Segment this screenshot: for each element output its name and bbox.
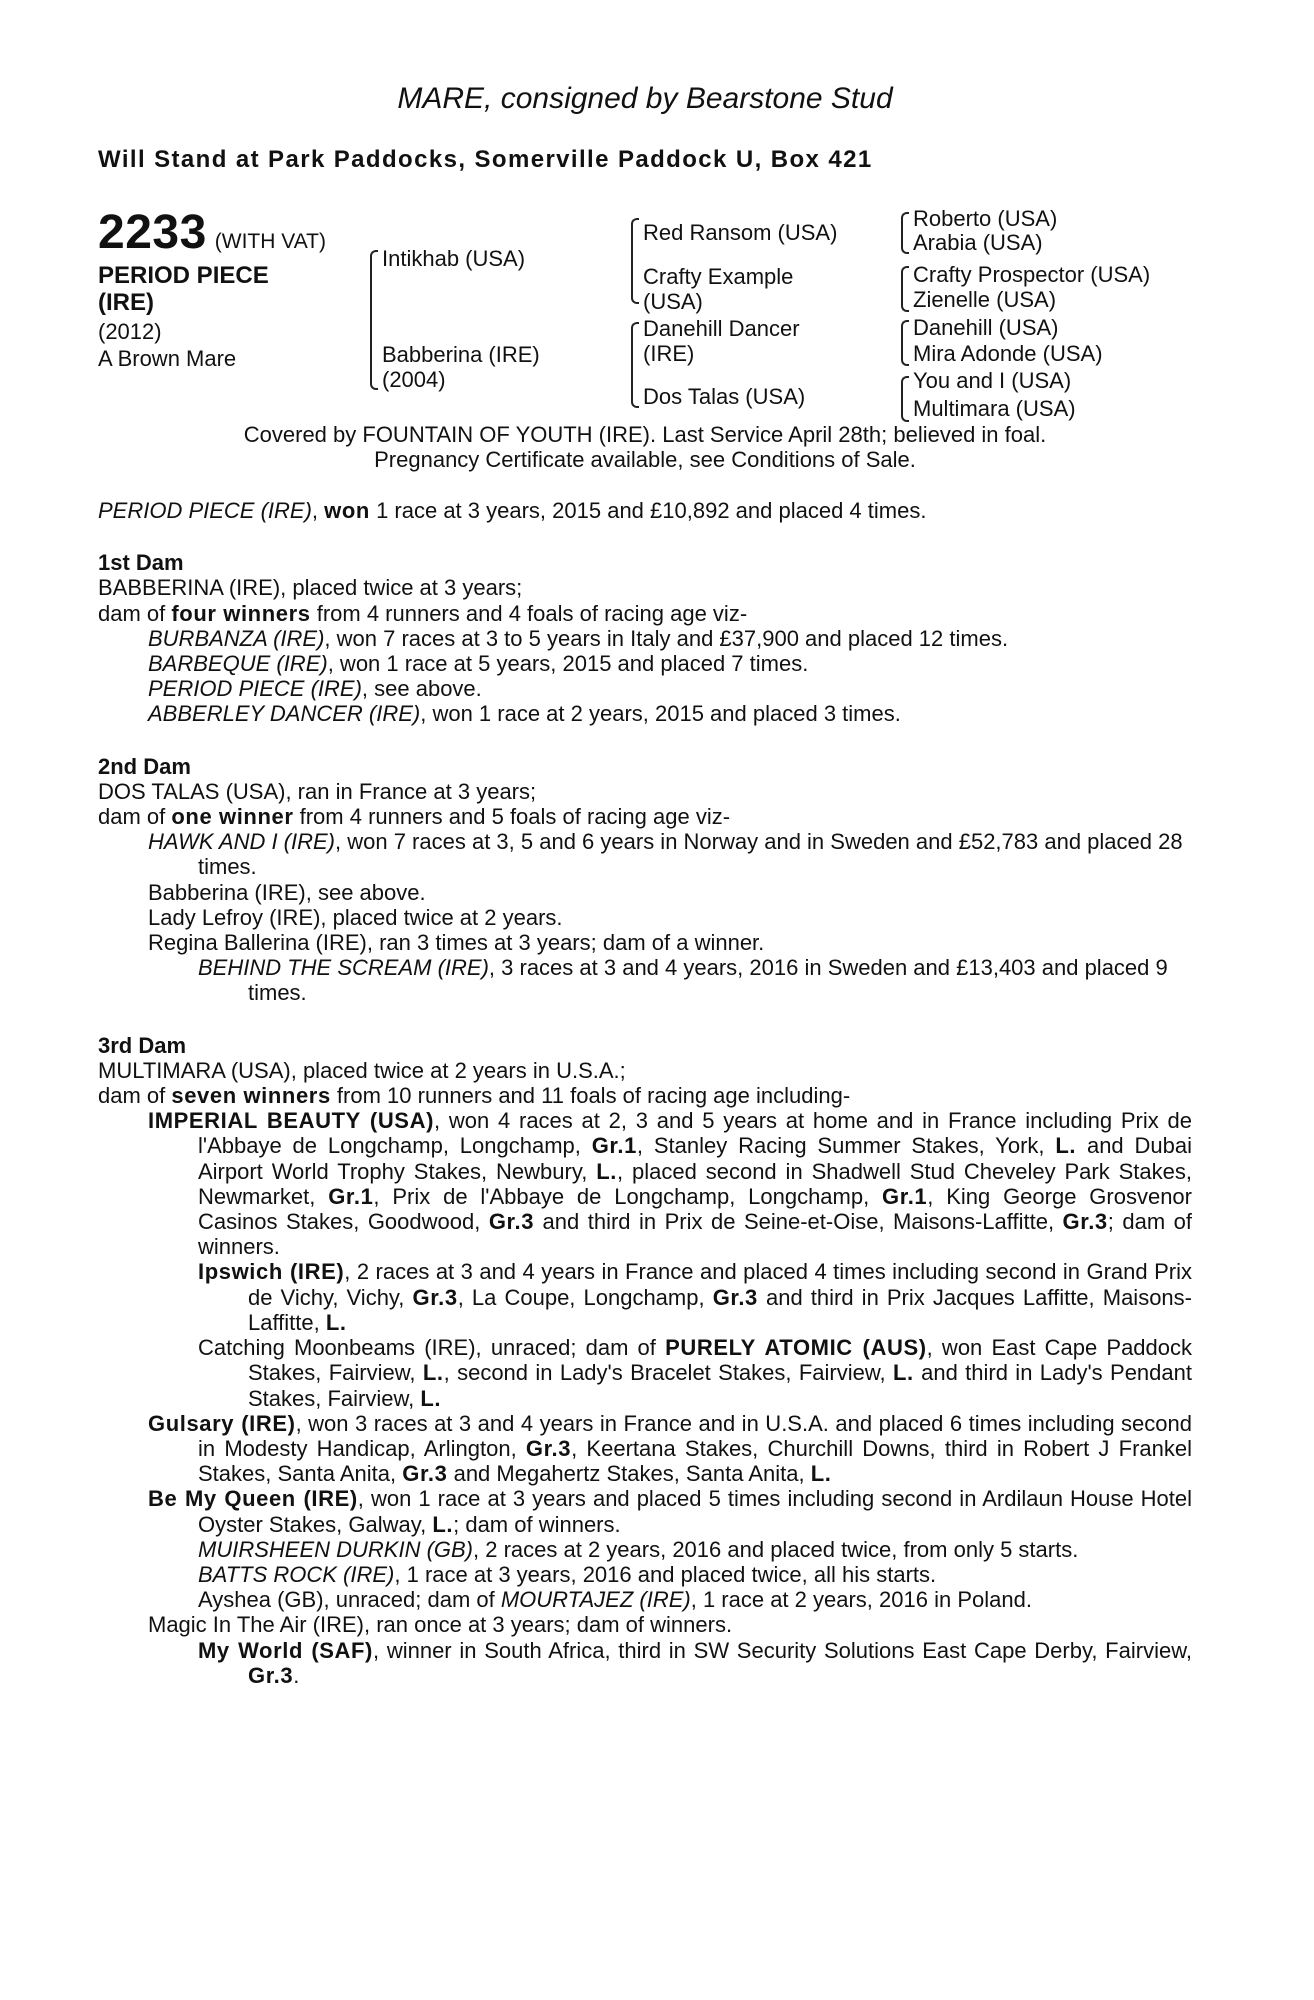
pedigree-dam bbox=[382, 342, 540, 392]
lot-name-line2: (IRE) bbox=[98, 289, 154, 316]
produce-rest: , won 7 races at 3 to 5 years in Italy and £37,900 and placed 12 times. bbox=[324, 625, 1009, 651]
dam-of-post: from 4 runners and 4 foals of racing age viz- bbox=[310, 600, 748, 626]
produce-rest: , 1 race at 3 years, 2016 and placed twice, all his starts. bbox=[394, 1561, 937, 1587]
pedigree-sss: Roberto (USA) bbox=[913, 206, 1058, 231]
pedigree-ds-line2: (IRE) bbox=[643, 341, 695, 366]
pedigree-brace-ss bbox=[901, 212, 909, 254]
produce-name: BURBANZA (IRE) bbox=[148, 625, 325, 651]
covered-line2: Pregnancy Certificate available, see Conditions of Sale. bbox=[374, 447, 916, 472]
pedigree-ssd: Arabia (USA) bbox=[913, 230, 1043, 255]
pedigree-sire: Intikhab (USA) bbox=[382, 246, 526, 271]
pedigree-dsd: Mira Adonde (USA) bbox=[913, 341, 1103, 366]
pedigree-sd bbox=[643, 264, 793, 314]
stand-location: Will Stand at Park Paddocks, Somerville Paddock U, Box 421 bbox=[98, 146, 873, 173]
pedigree-ds-line1: Danehill Dancer bbox=[643, 316, 800, 341]
produce-item bbox=[98, 1259, 1192, 1335]
pedigree-dam-year: (2004) bbox=[382, 367, 446, 392]
pedigree-ss: Red Ransom (USA) bbox=[643, 220, 838, 245]
summary-won: won bbox=[324, 498, 370, 523]
pedigree-brace-dd bbox=[901, 376, 909, 422]
produce-text: . bbox=[293, 1662, 300, 1688]
lot-summary: PERIOD PIECE (IRE), won 1 race at 3 years, 2015 and £10,892 and placed 4 times. bbox=[98, 498, 927, 523]
lot-description: A Brown Mare bbox=[98, 346, 237, 371]
produce-text: ; dam of winners. bbox=[453, 1511, 621, 1537]
produce-item bbox=[98, 676, 1192, 701]
produce-item bbox=[98, 1486, 1192, 1536]
produce-item: Lady Lefroy (IRE), placed twice at 2 years. bbox=[148, 904, 563, 930]
grade-label: Gr.1 bbox=[328, 1183, 374, 1209]
grade-label: Gr.1 bbox=[882, 1183, 928, 1209]
produce-name: PERIOD PIECE (IRE) bbox=[148, 676, 362, 702]
produce-text: and third in Prix de Seine-et-Oise, Maisons-Laffitte, bbox=[534, 1209, 1063, 1235]
covered-notice bbox=[98, 422, 1192, 472]
grade-label: Gr.1 bbox=[591, 1133, 637, 1159]
produce-name: HAWK AND I (IRE) bbox=[148, 829, 336, 855]
pedigree-sdd: Zienelle (USA) bbox=[913, 287, 1057, 312]
listed-label: L. bbox=[1055, 1133, 1077, 1159]
first-dam-heading: 1st Dam bbox=[98, 550, 184, 576]
covered-line1: Covered by FOUNTAIN OF YOUTH (IRE). Last Service April 28th; believed in foal. bbox=[243, 422, 1047, 447]
produce-rest: , won 1 race at 5 years, 2015 and placed 7 times. bbox=[327, 651, 809, 677]
produce-text: and third in Lady's Pendant Stakes, Fairview, bbox=[248, 1360, 1192, 1411]
pedigree-brace-sd bbox=[901, 266, 909, 312]
pedigree-sd-line2: (USA) bbox=[643, 289, 703, 314]
catalogue-body bbox=[98, 498, 1192, 1688]
dam-of-post: from 4 runners and 5 foals of racing age viz- bbox=[293, 804, 731, 830]
produce-name: Gulsary (IRE) bbox=[148, 1410, 296, 1436]
pedigree-sds: Crafty Prospector (USA) bbox=[913, 262, 1151, 287]
produce-text: , King George Grosvenor Casinos Stakes, Goodwood, bbox=[198, 1183, 1192, 1235]
produce-item: Regina Ballerina (IRE), ran 3 times at 3 years; dam of a winner. bbox=[148, 930, 765, 956]
produce-text: , Stanley Racing Summer Stakes, York, bbox=[636, 1133, 1056, 1159]
produce-name: IMPERIAL BEAUTY (USA) bbox=[148, 1108, 434, 1134]
produce-item bbox=[98, 1537, 1192, 1562]
produce-item bbox=[98, 955, 1192, 1005]
pedigree-brace-sire bbox=[631, 218, 639, 304]
produce-item bbox=[98, 626, 1192, 651]
produce-text: Ayshea (GB), unraced; dam of bbox=[198, 1587, 501, 1613]
dam-of-pre: dam of bbox=[98, 804, 172, 830]
pedigree-brace-dam bbox=[631, 322, 639, 408]
consignor-line: MARE, consigned by Bearstone Stud bbox=[397, 82, 893, 115]
produce-text: , won 3 races at 3 and 4 years in France and in U.S.A. and placed 6 times including second in Modesty Handicap, Arlington, bbox=[198, 1410, 1192, 1461]
third-dam-line: MULTIMARA (USA), placed twice at 2 years in U.S.A.; bbox=[98, 1057, 626, 1083]
listed-label: L. bbox=[432, 1511, 454, 1537]
second-dam-line: DOS TALAS (USA), ran in France at 3 years; bbox=[98, 778, 537, 804]
vat-note: (WITH VAT) bbox=[214, 230, 326, 253]
grade-label: Gr.3 bbox=[402, 1461, 448, 1487]
pedigree-brace-ds bbox=[901, 320, 909, 366]
produce-name: My World (SAF) bbox=[198, 1637, 373, 1663]
produce-item bbox=[98, 1587, 1192, 1612]
produce-name: PURELY ATOMIC (AUS) bbox=[665, 1335, 927, 1361]
second-dam-of bbox=[98, 804, 1192, 829]
pedigree-sd-line1: Crafty Example bbox=[643, 264, 794, 289]
produce-text: , Keertana Stakes, Churchill Downs, third in Robert J Frankel Stakes, Santa Anita, bbox=[198, 1435, 1192, 1487]
summary-name: PERIOD PIECE (IRE) bbox=[98, 498, 312, 523]
summary-rest: 1 race at 3 years, 2015 and £10,892 and placed 4 times. bbox=[369, 498, 927, 523]
produce-rest: , won 7 races at 3, 5 and 6 years in Norway and in Sweden and £52,783 and placed 28 times. bbox=[198, 829, 1183, 880]
produce-item: Babberina (IRE), see above. bbox=[148, 879, 426, 905]
pedigree-brace-main bbox=[370, 250, 378, 390]
produce-text: , 2 races at 3 and 4 years in France and placed 4 times including second in Grand Prix de Vichy, Vichy, bbox=[248, 1259, 1192, 1310]
dam-of-bold: one winner bbox=[171, 804, 294, 830]
produce-name: BEHIND THE SCREAM (IRE) bbox=[198, 955, 489, 981]
produce-text: , won East Cape Paddock Stakes, Fairview, bbox=[248, 1335, 1193, 1386]
dam-of-pre: dam of bbox=[98, 1083, 172, 1109]
produce-text: , La Coupe, Longchamp, bbox=[457, 1284, 713, 1310]
produce-text: and Megahertz Stakes, Santa Anita, bbox=[447, 1461, 811, 1487]
produce-item bbox=[98, 1411, 1192, 1487]
third-dam-heading: 3rd Dam bbox=[98, 1032, 187, 1058]
grade-label: Gr.3 bbox=[712, 1284, 758, 1310]
produce-rest: , 2 races at 2 years, 2016 and placed twice, from only 5 starts. bbox=[473, 1536, 1079, 1562]
produce-name: MUIRSHEEN DURKIN (GB) bbox=[198, 1536, 474, 1562]
pedigree-dd: Dos Talas (USA) bbox=[643, 384, 806, 409]
listed-label: L. bbox=[325, 1309, 347, 1335]
produce-rest: , see above. bbox=[361, 676, 482, 702]
dam-of-bold: seven winners bbox=[171, 1083, 331, 1109]
pedigree-ddd: Multimara (USA) bbox=[913, 396, 1076, 421]
produce-name: MOURTAJEZ (IRE) bbox=[500, 1587, 691, 1613]
pedigree-dss: Danehill (USA) bbox=[913, 315, 1059, 340]
produce-text: and Dubai Airport World Trophy Stakes, Newbury, bbox=[198, 1133, 1192, 1184]
first-dam-line: BABBERINA (IRE), placed twice at 3 years; bbox=[98, 575, 523, 601]
produce-rest: , 1 race at 2 years, 2016 in Poland. bbox=[690, 1587, 1032, 1613]
produce-item bbox=[98, 1335, 1192, 1411]
pedigree-dam-name: Babberina (IRE) bbox=[382, 342, 540, 367]
produce-name: Ipswich (IRE) bbox=[198, 1259, 345, 1285]
produce-item bbox=[98, 701, 1192, 726]
produce-text: , won 1 race at 3 years and placed 5 times including second in Ardilaun House Hotel Oyster Stakes, Galway, bbox=[198, 1486, 1192, 1537]
produce-text: and third in Prix Jacques Laffitte, Maisons-Laffitte, bbox=[248, 1284, 1192, 1335]
listed-label: L. bbox=[422, 1360, 444, 1386]
third-dam-of bbox=[98, 1083, 1192, 1108]
dam-of-bold: four winners bbox=[171, 600, 311, 626]
lot-number: 2233 bbox=[98, 206, 207, 259]
produce-text: , second in Lady's Bracelet Stakes, Fairview, bbox=[443, 1360, 893, 1386]
listed-label: L. bbox=[596, 1158, 617, 1184]
produce-item bbox=[98, 1562, 1192, 1587]
produce-name: Be My Queen (IRE) bbox=[148, 1486, 358, 1512]
produce-text: , won 4 races at 2, 3 and 5 years at home and in France including Prix de l'Abbaye de Longchamp, Longchamp, bbox=[198, 1108, 1192, 1159]
grade-label: Gr.3 bbox=[248, 1662, 294, 1688]
lot-info bbox=[98, 318, 236, 372]
lot-year: (2012) bbox=[98, 319, 162, 344]
produce-item bbox=[98, 651, 1192, 676]
grade-label: Gr.3 bbox=[488, 1209, 535, 1235]
lot-number-block bbox=[98, 205, 326, 260]
produce-text: , placed second in Shadwell Stud Cheveley Park Stakes, Newmarket, bbox=[198, 1158, 1193, 1209]
first-dam-of bbox=[98, 601, 1192, 626]
produce-text: , winner in South Africa, third in SW Security Solutions East Cape Derby, Fairview, bbox=[372, 1637, 1192, 1663]
produce-item bbox=[98, 1638, 1192, 1688]
produce-item: Magic In The Air (IRE), ran once at 3 years; dam of winners. bbox=[148, 1612, 733, 1638]
produce-text: ; dam of winners. bbox=[198, 1209, 1192, 1260]
produce-text: Catching Moonbeams (IRE), unraced; dam of bbox=[198, 1335, 666, 1361]
produce-rest: , won 1 race at 2 years, 2015 and placed 3 times. bbox=[420, 701, 901, 727]
listed-label: L. bbox=[893, 1360, 914, 1386]
listed-label: L. bbox=[810, 1461, 832, 1487]
grade-label: Gr.3 bbox=[525, 1435, 572, 1461]
produce-item bbox=[98, 1108, 1192, 1259]
dam-of-pre: dam of bbox=[98, 600, 172, 626]
pedigree-ds bbox=[643, 316, 800, 366]
produce-name: BATTS ROCK (IRE) bbox=[198, 1561, 395, 1587]
lot-name-line1: PERIOD PIECE bbox=[98, 262, 269, 289]
second-dam-heading: 2nd Dam bbox=[98, 753, 191, 779]
lot-name bbox=[98, 262, 269, 316]
produce-text: , Prix de l'Abbaye de Longchamp, Longchamp, bbox=[373, 1183, 883, 1209]
listed-label: L. bbox=[420, 1385, 442, 1411]
produce-rest: , 3 races at 3 and 4 years, 2016 in Sweden and £13,403 and placed 9 times. bbox=[248, 955, 1168, 1006]
grade-label: Gr.3 bbox=[412, 1284, 458, 1310]
produce-name: BARBEQUE (IRE) bbox=[148, 651, 328, 677]
dam-of-post: from 10 runners and 11 foals of racing age including- bbox=[330, 1083, 851, 1109]
produce-item bbox=[98, 829, 1192, 879]
grade-label: Gr.3 bbox=[1062, 1209, 1108, 1235]
produce-name: ABBERLEY DANCER (IRE) bbox=[148, 701, 421, 727]
pedigree-dds: You and I (USA) bbox=[913, 368, 1072, 393]
